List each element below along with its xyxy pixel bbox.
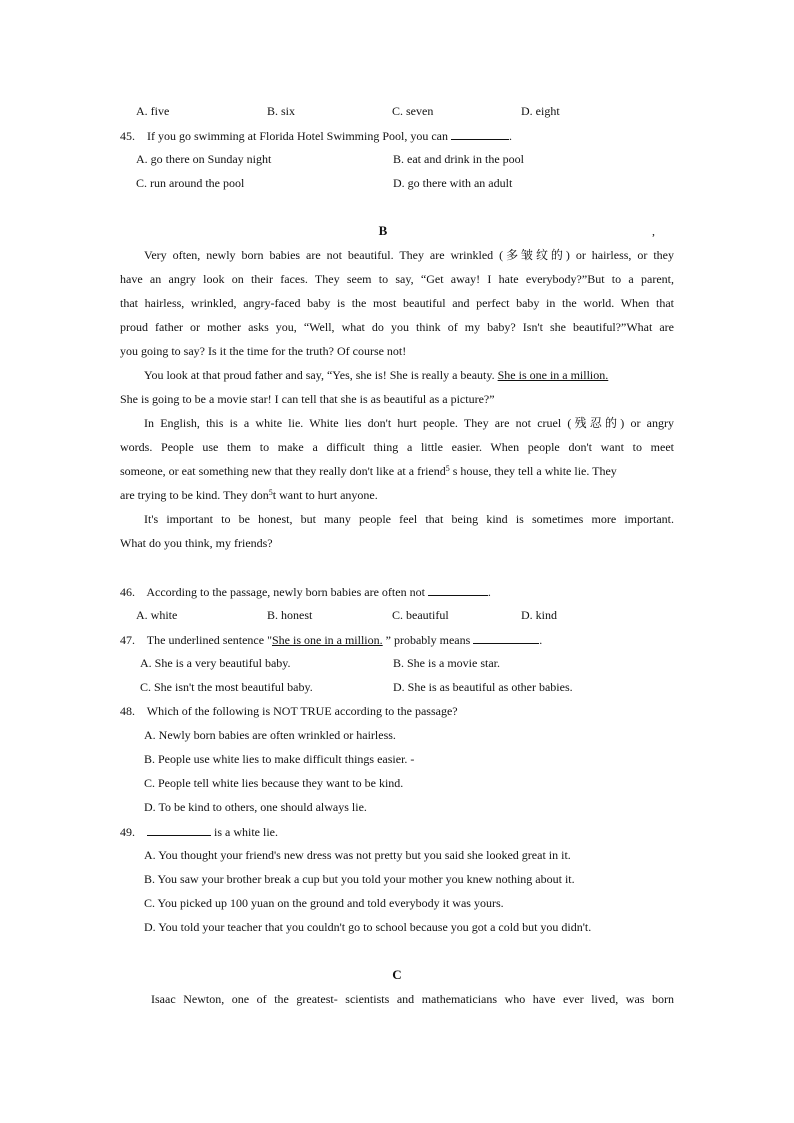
q47-option-c: C. She isn't the most beautiful baby. — [140, 680, 313, 694]
passage-b-p3-line3 — [120, 464, 617, 478]
q49-number: 49. — [120, 825, 135, 839]
passage-b-p3-line3-pre: someone, or eat something new that they really don't like at a friend — [120, 464, 446, 478]
q49-answer-blank[interactable] — [147, 824, 211, 836]
q49-option-d: D. You told your teacher that you couldn't go to school because you got a cold but you didn't. — [144, 920, 592, 934]
q47-underlined-quote: She is one in a million. — [271, 633, 383, 647]
q46-option-a: A. white — [136, 608, 178, 622]
passage-b-p3-line4-pre: are trying to be kind. They don — [120, 488, 269, 502]
q45-option-b: B. eat and drink in the pool — [393, 152, 524, 166]
q45-period: . — [508, 129, 512, 143]
passage-c-line1: Isaac Newton, one of the greatest- scientists and mathematicians who have ever lived, was born — [151, 992, 674, 1006]
stray-comma: , — [652, 224, 655, 238]
q47-text-pre: The underlined sentence " — [146, 633, 272, 647]
passage-b-p1-line3: that hairless, wrinkled, angry-faced baby is the most beautiful and perfect baby in the world. When that — [120, 296, 674, 310]
q45-answer-blank[interactable] — [451, 128, 509, 140]
q46-text: According to the passage, newly born babies are often not — [146, 585, 425, 599]
q45-option-c: C. run around the pool — [136, 176, 245, 190]
q48-option-b: B. People use white lies to make difficult things easier. - — [144, 752, 415, 766]
q47-text-post: ” probably means — [382, 633, 471, 647]
q49-stem — [120, 824, 278, 839]
q45-text: If you go swimming at Florida Hotel Swimming Pool, you can — [147, 129, 448, 143]
q45-stem — [120, 128, 512, 143]
passage-b-p1-line5: you going to say? Is it the time for the truth? Of course not! — [120, 344, 407, 358]
q46-period: . — [487, 585, 491, 599]
q44-option-a: A. five — [136, 104, 170, 118]
passage-b-p4-line1: It's important to be honest, but many people feel that being kind is sometimes more important. — [144, 512, 674, 526]
q45-option-a: A. go there on Sunday night — [136, 152, 272, 166]
q46-option-d: D. kind — [521, 608, 557, 622]
passage-b-p1-line1: Very often, newly born babies are not beautiful. They are wrinkled (多皱纹的) or hairless, or they — [144, 248, 674, 262]
underlined-sentence: She is one in a million. — [497, 368, 609, 382]
q45-option-d: D. go there with an adult — [393, 176, 513, 190]
q45-number: 45. — [120, 129, 135, 143]
passage-b-p2-line2: She is going to be a movie star! I can tell that she is as beautiful as a picture?” — [120, 392, 495, 406]
section-b-title: B — [378, 223, 388, 238]
q46-answer-blank[interactable] — [428, 584, 488, 596]
passage-b-p3-line3-post: s house, they tell a white lie. They — [449, 464, 617, 478]
q46-stem — [120, 584, 491, 599]
passage-b-p2-line1-text: You look at that proud father and say, “Yes, she is! She is really a beauty. — [144, 368, 498, 382]
section-c-title: C — [392, 967, 402, 982]
q47-period: . — [539, 633, 543, 647]
q49-option-b: B. You saw your brother break a cup but you told your mother you knew nothing about it. — [144, 872, 575, 886]
q47-number: 47. — [120, 633, 135, 647]
passage-b-p3-line4-post: t want to hurt anyone. — [272, 488, 378, 502]
passage-b-p3-line1: In English, this is a white lie. White lies don't hurt people. They are not cruel (残忍的) or angry — [144, 416, 674, 430]
passage-b-p3-line2: words. People use them to make a difficult thing a little easier. When people don't want to meet — [120, 440, 674, 454]
q48-number: 48. — [120, 704, 135, 718]
passage-b-p1-line4: proud father or mother asks you, “Well, what do you think of my baby? Isn't she beautiful?”What are — [120, 320, 674, 334]
passage-b-p1-line2: have an angry look on their faces. They seem to say, “Get away! I hate everybody?”But to a parent, — [120, 272, 674, 286]
q47-option-a: A. She is a very beautiful baby. — [140, 656, 291, 670]
superscript-mark: 5 — [445, 464, 450, 473]
q49-option-a: A. You thought your friend's new dress was not pretty but you said she looked great in it. — [144, 848, 571, 862]
q44-option-b: B. six — [267, 104, 296, 118]
q49-text: is a white lie. — [214, 825, 278, 839]
q44-option-c: C. seven — [392, 104, 434, 118]
q46-number: 46. — [120, 585, 135, 599]
q48-option-d: D. To be kind to others, one should always lie. — [144, 800, 367, 814]
q47-option-b: B. She is a movie star. — [393, 656, 500, 670]
q47-answer-blank[interactable] — [473, 632, 539, 644]
q44-option-d: D. eight — [521, 104, 560, 118]
passage-b-p3-line4 — [120, 488, 378, 502]
superscript-mark: 5 — [268, 488, 273, 497]
q46-option-c: C. beautiful — [392, 608, 449, 622]
q48-text: Which of the following is NOT TRUE according to the passage? — [146, 704, 458, 718]
q46-option-b: B. honest — [267, 608, 313, 622]
q47-stem — [120, 632, 542, 647]
q49-option-c: C. You picked up 100 yuan on the ground and told everybody it was yours. — [144, 896, 504, 910]
q48-option-c: C. People tell white lies because they want to be kind. — [144, 776, 404, 790]
passage-b-p4-line2: What do you think, my friends? — [120, 536, 273, 550]
q48-stem — [120, 704, 458, 718]
q48-option-a: A. Newly born babies are often wrinkled or hairless. — [144, 728, 396, 742]
passage-b-p2-line1 — [144, 368, 608, 382]
q47-option-d: D. She is as beautiful as other babies. — [393, 680, 573, 694]
